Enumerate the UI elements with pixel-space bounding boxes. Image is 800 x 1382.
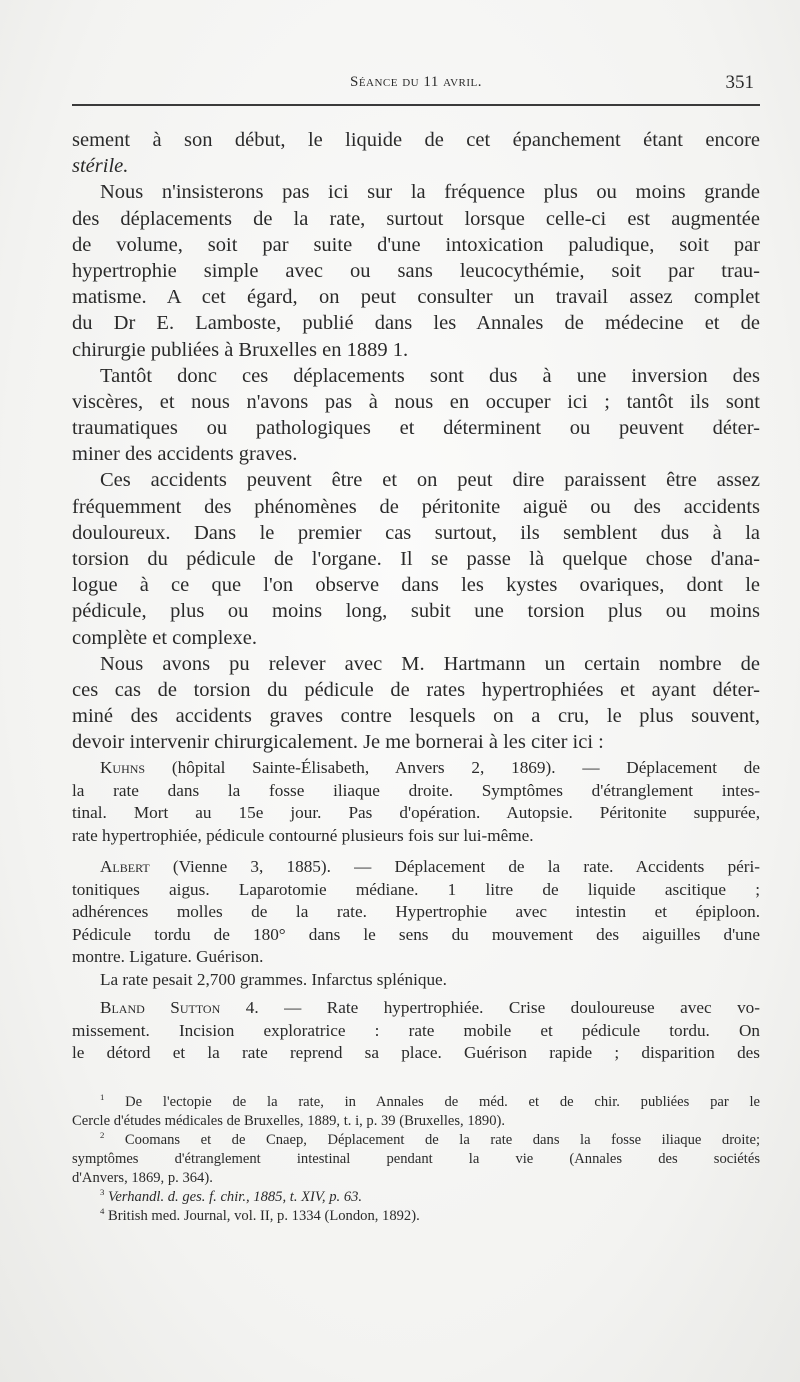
footnote-text: De l'ectopie de la rate, in Annales de méd. et de chir. publiées par le bbox=[125, 1094, 760, 1110]
footnote-mark: 2 bbox=[100, 1130, 105, 1141]
footnote-1 bbox=[72, 1093, 760, 1112]
text-line: missement. Incision exploratrice : rate mobile et pédicule tordu. On bbox=[72, 1020, 760, 1040]
text-line: ces cas de torsion du pédicule de rates hypertrophiées et ayant déter- bbox=[72, 678, 760, 701]
text-line: symptômes d'étranglement intestinal pendant la vie (Annales des sociétés bbox=[72, 1151, 760, 1167]
text-line: torsion du pédicule de l'organe. Il se passe là quelque chose d'ana- bbox=[72, 548, 760, 570]
text-line: Nous avons pu relever avec M. Hartmann un certain nombre de bbox=[100, 652, 760, 675]
text-line: la rate dans la fosse iliaque droite. Symptômes d'étranglement intes- bbox=[72, 780, 760, 800]
text-line: traumatiques ou pathologiques et déterminent ou peuvent déter- bbox=[72, 417, 760, 440]
text-line: miner des accidents graves. bbox=[72, 443, 298, 466]
text-line: tonitiques aigus. Laparotomie médiane. 1 litre de liquide ascitique ; bbox=[72, 879, 760, 899]
text-line bbox=[72, 153, 760, 179]
text-line: matisme. A cet égard, on peut consulter un travail assez complet bbox=[72, 286, 760, 309]
text-line: fréquemment des phénomènes de péritonite aiguë ou des accidents bbox=[72, 495, 760, 518]
text-line bbox=[72, 856, 760, 879]
case-author: Bland Sutton bbox=[100, 998, 221, 1017]
page-header bbox=[72, 74, 760, 98]
footnote-text: Coomans et de Cnaep, Déplacement de la rate dans la fosse iliaque droite; bbox=[124, 1132, 760, 1148]
text-line: de volume, soit par suite d'une intoxication paludique, soit par bbox=[72, 233, 760, 256]
footnote-2 bbox=[72, 1131, 760, 1150]
footnote-4 bbox=[72, 1207, 760, 1226]
footnote-mark: 4 bbox=[100, 1206, 105, 1217]
text-line: Ces accidents peuvent être et on peut dire paraissent être assez bbox=[100, 469, 760, 492]
footnote-text: Verhandl. d. ges. f. chir., 1885, t. XIV, p. 63. bbox=[108, 1189, 363, 1205]
page-number: 351 bbox=[725, 72, 754, 93]
running-head: Séance du 11 avril. bbox=[349, 74, 483, 90]
footnotes bbox=[72, 1093, 760, 1226]
header-rule bbox=[72, 104, 760, 106]
text-line: Nous n'insisterons pas ici sur la fréquence plus ou moins grande bbox=[100, 181, 760, 204]
paragraph bbox=[72, 651, 760, 756]
text-line: des déplacements de la rate, surtout lorsque celle-ci est augmentée bbox=[72, 207, 760, 230]
text-line: pédicule, plus ou moins long, subit une torsion plus ou moins bbox=[72, 600, 760, 623]
footnote-mark: 3 bbox=[100, 1187, 105, 1198]
case-text: (hôpital Sainte-Élisabeth, Anvers 2, 1869). — Déplacement de bbox=[171, 758, 761, 777]
text-line: Tantôt donc ces déplacements sont dus à une inversion des bbox=[100, 364, 760, 387]
text-line bbox=[72, 997, 760, 1020]
text-line: d'Anvers, 1869, p. 364). bbox=[72, 1170, 213, 1186]
text-line: du Dr E. Lamboste, publié dans les Annales de médecine et de bbox=[72, 312, 760, 335]
text-line: chirurgie publiées à Bruxelles en 1889 1. bbox=[72, 338, 409, 361]
paragraph bbox=[72, 127, 760, 179]
case-kuhns bbox=[72, 757, 760, 847]
footnote-text: British med. Journal, vol. II, p. 1334 (London, 1892). bbox=[108, 1208, 420, 1224]
text-line: tinal. Mort au 15e jour. Pas d'opération. Autopsie. Péritonite suppurée, bbox=[72, 803, 760, 822]
case-bland-sutton bbox=[72, 997, 760, 1065]
case-text: (Vienne 3, 1885). — Déplacement de la rate. Accidents péri- bbox=[172, 857, 761, 876]
text-line: Cercle d'études médicales de Bruxelles, 1889, t. i, p. 39 (Bruxelles, 1890). bbox=[72, 1113, 506, 1129]
main-text bbox=[72, 127, 760, 756]
italic-text: stérile. bbox=[72, 155, 129, 178]
text-line: miné des accidents graves contre lesquels on a cru, le plus souvent, bbox=[72, 705, 760, 728]
paragraph bbox=[72, 467, 760, 650]
footnote-mark: 1 bbox=[100, 1092, 105, 1103]
case-albert bbox=[72, 856, 760, 991]
text-line: devoir intervenir chirurgicalement. Je me bornerai à les citer ici : bbox=[72, 731, 604, 754]
text-line bbox=[72, 757, 760, 780]
text-line: le détord et la rate reprend sa place. Guérison rapide ; disparition des bbox=[72, 1043, 760, 1062]
text-line: montre. Ligature. Guérison. bbox=[72, 947, 264, 966]
text-line: complète et complexe. bbox=[72, 626, 257, 649]
text-line: La rate pesait 2,700 grammes. Infarctus splénique. bbox=[100, 969, 447, 989]
text-line: rate hypertrophiée, pédicule contourné plusieurs fois sur lui-même. bbox=[72, 825, 534, 845]
text-line: Pédicule tordu de 180° dans le sens du mouvement des aiguilles d'une bbox=[72, 924, 760, 944]
case-author: Albert bbox=[100, 857, 150, 876]
text-line: adhérences molles de la rate. Hypertrophie avec intestin et épiploon. bbox=[72, 902, 760, 921]
text-line: logue à ce que l'on observe dans les kystes ovariques, dont le bbox=[72, 574, 760, 597]
case-author: Kuhns bbox=[100, 758, 146, 777]
case-text: 4. — Rate hypertrophiée. Crise douloureuse avec vo- bbox=[245, 998, 760, 1017]
text-line: viscères, et nous n'avons pas à nous en occuper ici ; tantôt ils sont bbox=[72, 390, 760, 413]
text-line: douloureux. Dans le premier cas surtout, ils semblent dus à la bbox=[72, 521, 760, 544]
paragraph bbox=[72, 363, 760, 468]
text-line: hypertrophie simple avec ou sans leucocythémie, soit par trau- bbox=[72, 259, 760, 282]
paragraph bbox=[72, 179, 760, 362]
text-line: sement à son début, le liquide de cet épanchement étant encore bbox=[72, 129, 760, 151]
footnote-3 bbox=[72, 1188, 760, 1207]
